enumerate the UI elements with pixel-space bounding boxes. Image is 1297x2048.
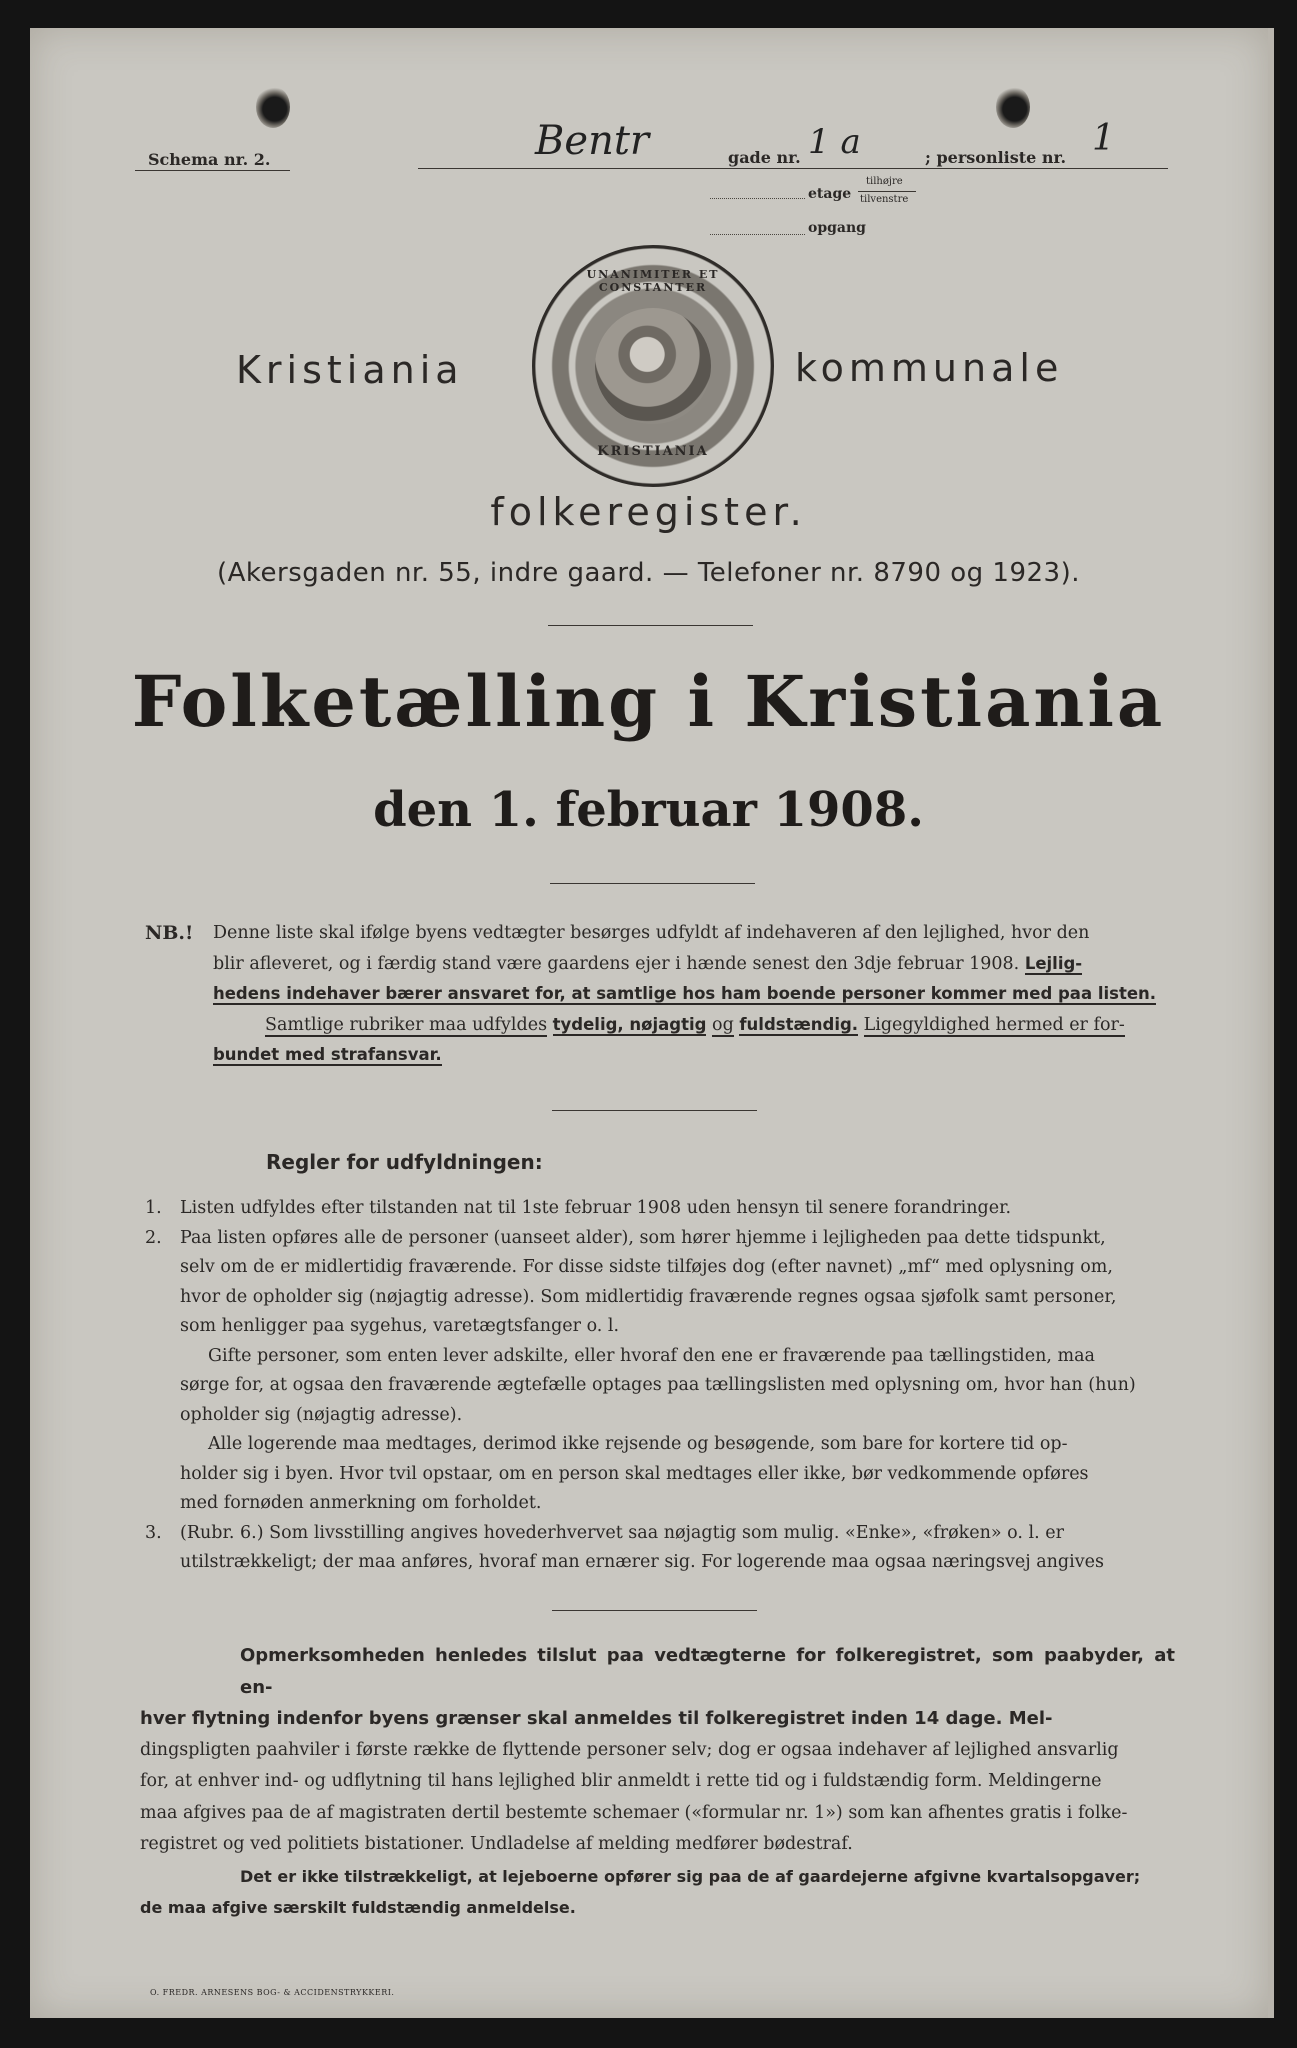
tilvenstre-label: tilvenstre — [860, 194, 909, 205]
nb-line-1: Denne liste skal ifølge byens vedtægter besørges udfyldt af indehaveren af den lejlighed, hvor den — [213, 923, 1090, 943]
rule-item-1: 1. Listen udfyldes efter tilstanden nat til 1ste februar 1908 uden hensyn til senere forandringer. — [145, 1194, 1175, 1224]
rule-number: 1. — [145, 1198, 162, 1218]
street-name-handwritten: Bentr — [535, 118, 650, 164]
notice-line-1: Opmerksomheden henledes tilslut paa vedtægterne for folkeregistret, som paabyder, at en- — [240, 1645, 1175, 1698]
rule-number: 2. — [145, 1227, 162, 1248]
divider-3 — [552, 1110, 757, 1111]
notice-line-3: dingspligten paahviler i første række de flyttende personer selv; dog er ogsaa indehaver af lejlighed ansvarlig — [140, 1739, 1119, 1760]
census-title: Folketælling i Kristiania — [131, 660, 1166, 743]
etage-fraction-line — [858, 191, 916, 192]
kristiania-city-seal — [532, 245, 774, 487]
gade-nr-label: gade nr. — [728, 148, 801, 167]
rule-item-2: 2. Paa listen opføres alle de personer (uanseet alder), som hører hjemme i lejligheden paa dette tidspunkt, selv om de er midlertidig fraværende. For disse sidste tilføjes dog (efter navnet) „mf“ med oplysning om, hvor de opholder sig (nøjagtig adresse). Som midlertidig fraværende regnes ogsaa sjøfolk samt personer, som henligger paa sygehus, varetægtsfanger o. l. Gifte personer, som enten lever adskilte, eller hvoraf den ene er fraværende paa tællingstiden, maa sørge for, at ogsaa den fraværende ægtefælle optages paa tællingslisten med oplysning om, hvor han (hun) opholder sig (nøjagtig adresse). Alle logerende maa medtages, derimod ikke rejsende og besøgende, som bare for kortere tid op- holder sig i byen. Hvor tvil opstaar, om en person skal medtages eller ikke, bør vedkommende opføres med fornøden anmerkning om forholdet. — [145, 1224, 1175, 1519]
nb-label: NB.! — [145, 922, 194, 944]
nb-line-5: bundet med strafansvar. — [213, 1045, 442, 1064]
notice-line-4: for, at enhver ind- og udflytning til hans lejlighed blir anmeldt i rette tid og i fuldstændig form. Meldingerne — [140, 1771, 1102, 1791]
seal-center-figure — [595, 308, 711, 424]
tilhojre-label: tilhøjre — [866, 176, 903, 187]
seal-ring-bottom-text: KRISTIANIA — [597, 444, 709, 459]
divider-4 — [552, 1610, 757, 1611]
rule-sub-paragraph-logerende: Alle logerende maa medtages, derimod ikke rejsende og besøgende, som bare for kortere tid op- holder sig i byen. Hvor tvil opstaar, om en person skal medtages eller ikke, bør vedkommende opføres med fornøden anmerkning om forholdet. — [180, 1434, 1089, 1513]
nb-paragraph — [213, 918, 1171, 1071]
opgang-dotted-line — [710, 234, 805, 235]
office-address: (Akersgaden nr. 55, indre gaard. — Telefoner nr. 8790 og 1923). — [216, 558, 1081, 588]
printer-imprint: O. FREDR. ARNESENS BOG- & ACCIDENSTRYKKERI. — [150, 1988, 395, 1997]
rules-heading: Regler for udfyldningen: — [266, 1150, 543, 1174]
personliste-value: 1 — [1092, 118, 1115, 159]
opgang-label: opgang — [808, 220, 866, 236]
office-name-right: kommunale — [795, 346, 1064, 390]
rule-sub-paragraph-gifte: Gifte personer, som enten lever adskilte, eller hvoraf den ene er fraværende paa tællingstiden, maa sørge for, at ogsaa den fraværende ægtefælle optages paa tællingslisten med oplysning om, hvor han (hun) opholder sig (nøjagtig adresse). — [180, 1345, 1136, 1425]
notice-line-2: hver flytning indenfor byens grænser skal anmeldes til folkeregistret inden 14 dage. Mel- — [140, 1708, 1053, 1729]
notice-line-8: de maa afgive særskilt fuldstændig anmeldelse. — [140, 1898, 576, 1917]
notice-line-7: Det er ikke tilstrækkeligt, at lejeboerne opfører sig paa de af gaardejerne afgivne kvartalsopgaver; — [240, 1866, 1141, 1886]
office-name-middle: folkeregister. — [490, 490, 807, 534]
etage-label: etage — [808, 186, 852, 202]
personliste-label: ; personliste nr. — [925, 148, 1067, 167]
punch-hole-right — [996, 86, 1030, 128]
nb-line-2: blir afleveret, og i færdig stand være gaardens ejer i hænde senest den 3dje februar 1908. Lejlig- — [213, 953, 1083, 974]
nb-line-3: hedens indehaver bærer ansvaret for, at samtlige hos ham boende personer kommer med paa listen. — [213, 984, 1157, 1003]
rules-list — [145, 1194, 1175, 1578]
etage-dotted-line — [710, 198, 805, 199]
schema-underline — [135, 170, 290, 171]
schema-number: Schema nr. 2. — [148, 150, 271, 169]
gade-nr-value: 1 a — [808, 122, 861, 162]
seal-ring-top-text: UNANIMITER ET CONSTANTER — [586, 268, 720, 294]
punch-hole-left — [256, 86, 290, 128]
rule-item-3: 3. (Rubr. 6.) Som livsstilling angives hovederhvervet saa nøjagtig som mulig. «Enke», «frøken» o. l. er utilstrækkeligt; der maa anføres, hvoraf man ernærer sig. For logerende maa ogsaa næringsvej angives — [145, 1519, 1175, 1578]
census-date: den 1. februar 1908. — [373, 782, 924, 838]
office-name-left: Kristiania — [236, 348, 464, 392]
notice-paragraph — [140, 1640, 1175, 1924]
notice-line-6: registret og ved politiets bistationer. Undladelse af melding medfører bødestraf. — [140, 1834, 853, 1854]
notice-line-5: maa afgives paa de af magistraten dertil bestemte schemaer («formular nr. 1») som kan afhentes gratis i folke- — [140, 1802, 1128, 1823]
rule-number: 3. — [145, 1522, 162, 1543]
nb-line-4: Samtlige rubriker maa udfyldes tydelig, nøjagtig og fuldstændig. Ligegyldighed hermed er for- — [265, 1014, 1125, 1035]
divider-1 — [548, 625, 753, 626]
divider-2 — [550, 883, 755, 884]
header-underline — [418, 168, 1168, 169]
